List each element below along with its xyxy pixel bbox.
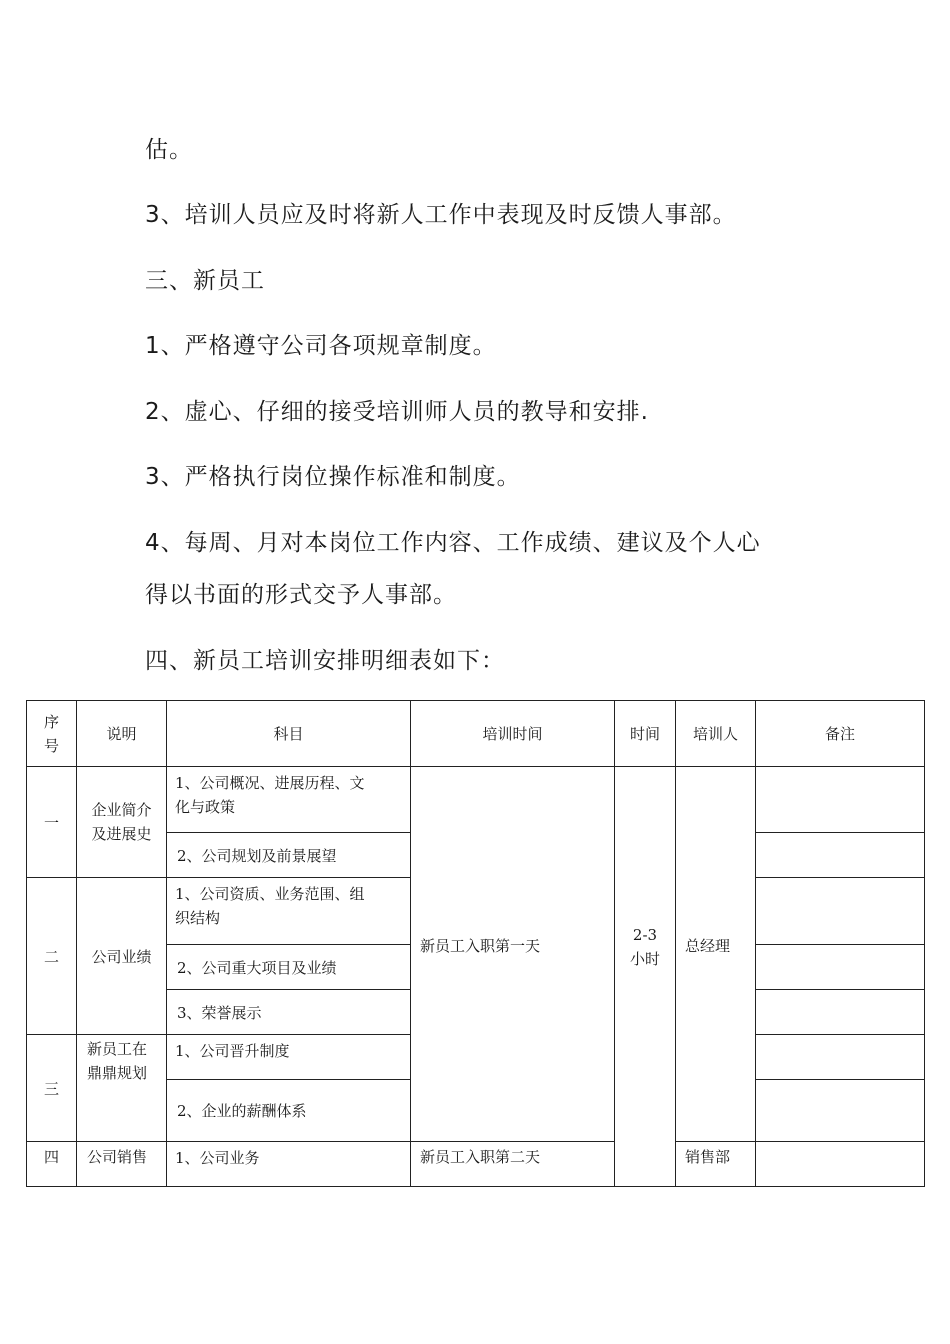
header-trainer: 培训人 <box>676 701 756 767</box>
notes-cell <box>756 1080 925 1142</box>
paragraph-7: 4、每周、月对本岗位工作内容、工作成绩、建议及个人心 <box>145 530 761 556</box>
training-time-day2-cell: 新员工入职第二天 <box>411 1142 615 1187</box>
table-header-row <box>27 701 925 767</box>
header-desc: 说明 <box>77 701 167 767</box>
row-desc-cell: 公司销售 <box>77 1142 167 1187</box>
hours-cell: 2-3 小时 <box>615 767 676 1187</box>
notes-cell <box>756 833 925 878</box>
paragraph-5: 2、虚心、仔细的接受培训师人员的教导和安排. <box>145 399 649 425</box>
subject-cell: 3、荣誉展示 <box>167 990 411 1035</box>
subject-cell: 2、企业的薪酬体系 <box>167 1080 411 1142</box>
paragraph-1: 估。 <box>145 137 193 163</box>
subject-cell: 1、公司业务 <box>167 1142 411 1187</box>
notes-cell <box>756 990 925 1035</box>
header-time: 培训时间 <box>411 701 615 767</box>
row-desc-cell: 公司业绩 <box>77 878 167 1035</box>
subject-cell: 2、公司重大项目及业绩 <box>167 945 411 990</box>
trainer-gm-cell: 总经理 <box>676 767 756 1142</box>
header-hours: 时间 <box>615 701 676 767</box>
table-row <box>27 1142 925 1187</box>
section-heading-4: 四、新员工培训安排明细表如下： <box>145 648 505 674</box>
notes-cell <box>756 1142 925 1187</box>
notes-cell <box>756 1035 925 1080</box>
paragraph-4: 1、严格遵守公司各项规章制度。 <box>145 333 497 359</box>
row-desc-cell: 新员工在 鼎鼎规划 <box>77 1035 167 1142</box>
subject-cell: 1、公司资质、业务范围、组 织结构 <box>167 878 411 945</box>
subject-cell: 1、公司概况、进展历程、文 化与政策 <box>167 767 411 833</box>
paragraph-6: 3、严格执行岗位操作标准和制度。 <box>145 464 521 490</box>
table-row <box>27 767 925 833</box>
subject-cell: 2、公司规划及前景展望 <box>167 833 411 878</box>
row-desc-cell: 企业简介 及进展史 <box>77 767 167 878</box>
training-time-day1-cell: 新员工入职第一天 <box>411 767 615 1142</box>
row-seq-cell: 四 <box>27 1142 77 1187</box>
subject-cell: 1、公司晋升制度 <box>167 1035 411 1080</box>
notes-cell <box>756 945 925 990</box>
paragraph-2: 3、培训人员应及时将新人工作中表现及时反馈人事部。 <box>145 202 737 228</box>
notes-cell <box>756 878 925 945</box>
row-seq-cell: 二 <box>27 878 77 1035</box>
section-heading-3: 三、新员工 <box>145 268 265 294</box>
header-seq: 序 号 <box>27 701 77 767</box>
trainer-sales-cell: 销售部 <box>676 1142 756 1187</box>
row-seq-cell: 一 <box>27 767 77 878</box>
paragraph-8: 得以书面的形式交予人事部。 <box>145 582 457 608</box>
training-schedule-table <box>26 700 925 1187</box>
header-subject: 科目 <box>167 701 411 767</box>
header-notes: 备注 <box>756 701 925 767</box>
row-seq-cell: 三 <box>27 1035 77 1142</box>
notes-cell <box>756 767 925 833</box>
